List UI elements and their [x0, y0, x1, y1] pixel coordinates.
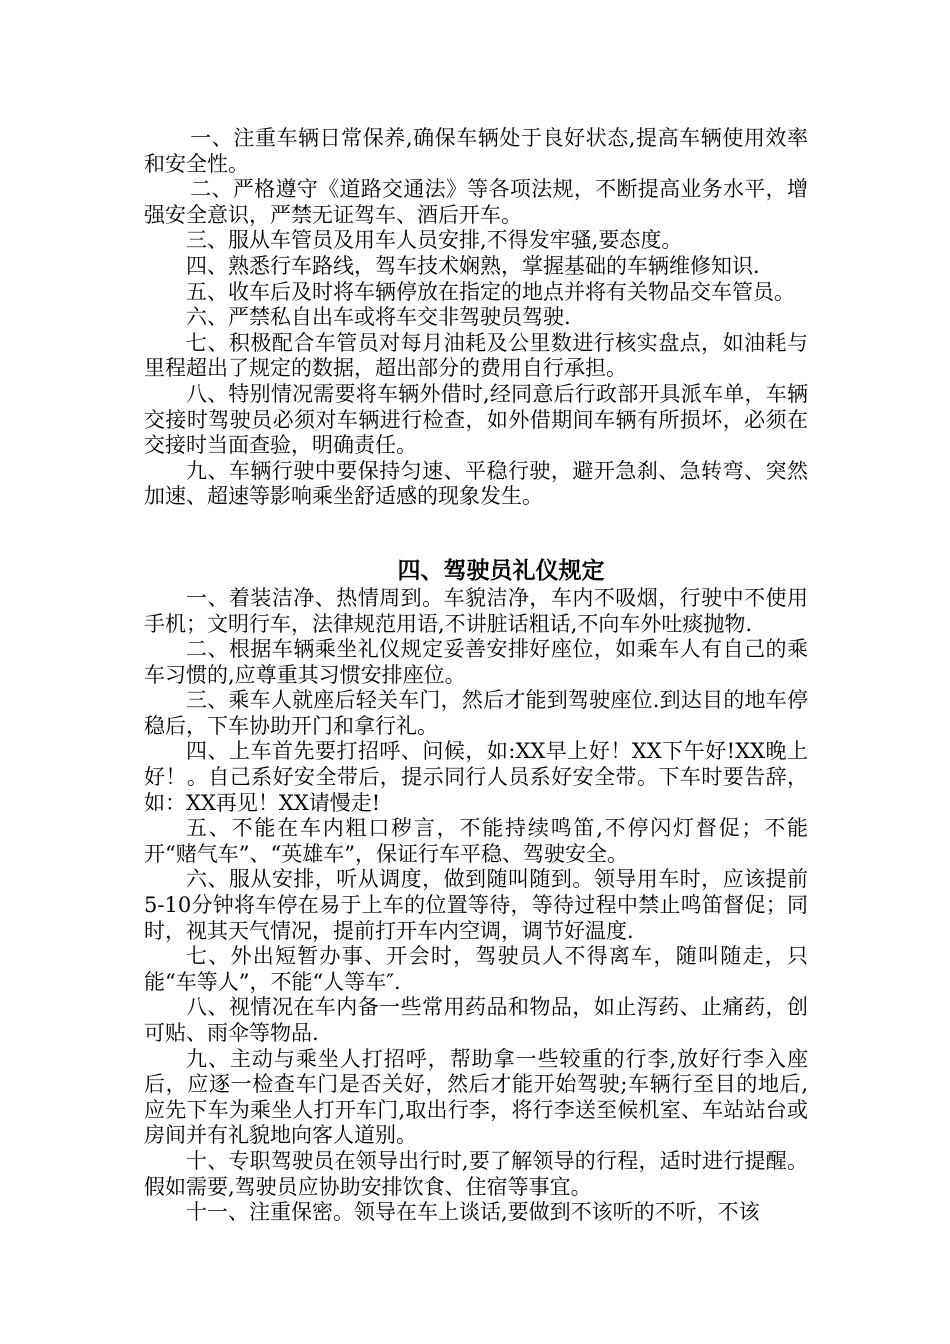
paragraph: 一、注重车辆日常保养,确保车辆处于良好状态,提高车辆使用效率和安全性。: [144, 126, 808, 176]
paragraph: 八、特别情况需要将车辆外借时,经同意后行政部开具派车单，车辆交接时驾驶员必须对车辆进行检查，如外借期间车辆有所损坏，必须在交接时当面查验，明确责任。: [144, 381, 808, 458]
paragraph: 五、收车后及时将车辆停放在指定的地点并将有关物品交车管员。: [186, 279, 795, 304]
section-four: [144, 556, 808, 1226]
paragraph: 一、着装洁净、热情周到。车貌洁净，车内不吸烟，行驶中不使用手机；文明行车，法律规范用语,不讲脏话粗话,不向车外吐痰抛物.: [144, 585, 808, 636]
paragraph: 九、主动与乘坐人打招呼，帮助拿一些较重的行李,放好行李入座后，应逐一检查车门是否关好，然后才能开始驾驶;车辆行至目的地后,应先下车为乘坐人打开车门,取出行李，将行李送至候机室、车站站台或房间并有礼貌地向客人道别。: [144, 1046, 808, 1148]
paragraph: 七、积极配合车管员对每月油耗及公里数进行核实盘点，如油耗与里程超出了规定的数据，超出部分的费用自行承担。: [144, 330, 808, 381]
paragraph: 四、上车首先要打招呼、问候，如:XX早上好！XX下午好!XX晚上好！。自己系好安全带后，提示同行人员系好安全带。下车时要告辞，如：XX再见！XX请慢走!: [144, 739, 808, 815]
paragraph: 五、不能在车内粗口秽言，不能持续鸣笛,不停闪灯督促；不能开“赌气车”、“英雄车”，保证行车平稳、驾驶安全。: [144, 816, 808, 866]
section-one: [144, 126, 808, 510]
paragraph: 六、严禁私自出车或将车交非驾驶员驾驶.: [186, 305, 571, 330]
paragraph: 二、严格遵守《道路交通法》等各项法规，不断提高业务水平，增强安全意识，严禁无证驾车、酒后开车。: [144, 177, 808, 227]
paragraph: 六、服从安排，听从调度，做到随叫随到。领导用车时，应该提前5-10分钟将车停在易于上车的位置等待，等待过程中禁止鸣笛督促；同时，视其天气情况，提前打开车内空调，调节好温度.: [144, 867, 808, 943]
paragraph: 七、外出短暂办事、开会时，驾驶员人不得离车，随叫随走，只能“车等人”，不能“人等车″.: [144, 944, 808, 994]
paragraph: 九、车辆行驶中要保持匀速、平稳行驶，避开急刹、急转弯、突然加速、超速等影响乘坐舒适感的现象发生。: [144, 458, 808, 509]
paragraph: 三、服从车管员及用车人员安排,不得发牢骚,要态度。: [186, 228, 683, 253]
paragraph: 二、根据车辆乘坐礼仪规定妥善安排好座位，如乘车人有自己的乘车习惯的,应尊重其习惯安排座位。: [144, 637, 808, 687]
section-spacer: [144, 510, 808, 556]
paragraph: 四、熟悉行车路线，驾车技术娴熟，掌握基础的车辆维修知识.: [186, 253, 760, 278]
paragraph: 八、视情况在车内备一些常用药品和物品，如止泻药、止痛药，创可贴、雨伞等物品.: [144, 995, 808, 1045]
section-title: 四、驾驶员礼仪规定: [397, 556, 605, 584]
document-page: [144, 126, 808, 1226]
paragraph: 三、乘车人就座后轻关车门，然后才能到驾驶座位.到达目的地车停稳后，下车协助开门和拿行礼。: [144, 688, 808, 738]
paragraph: 十、专职驾驶员在领导出行时,要了解领导的行程，适时进行提醒。假如需要,驾驶员应协助安排饮食、住宿等事宜。: [144, 1148, 808, 1199]
paragraph: 十一、注重保密。领导在车上谈话,要做到不该听的不听，不该: [186, 1200, 760, 1225]
